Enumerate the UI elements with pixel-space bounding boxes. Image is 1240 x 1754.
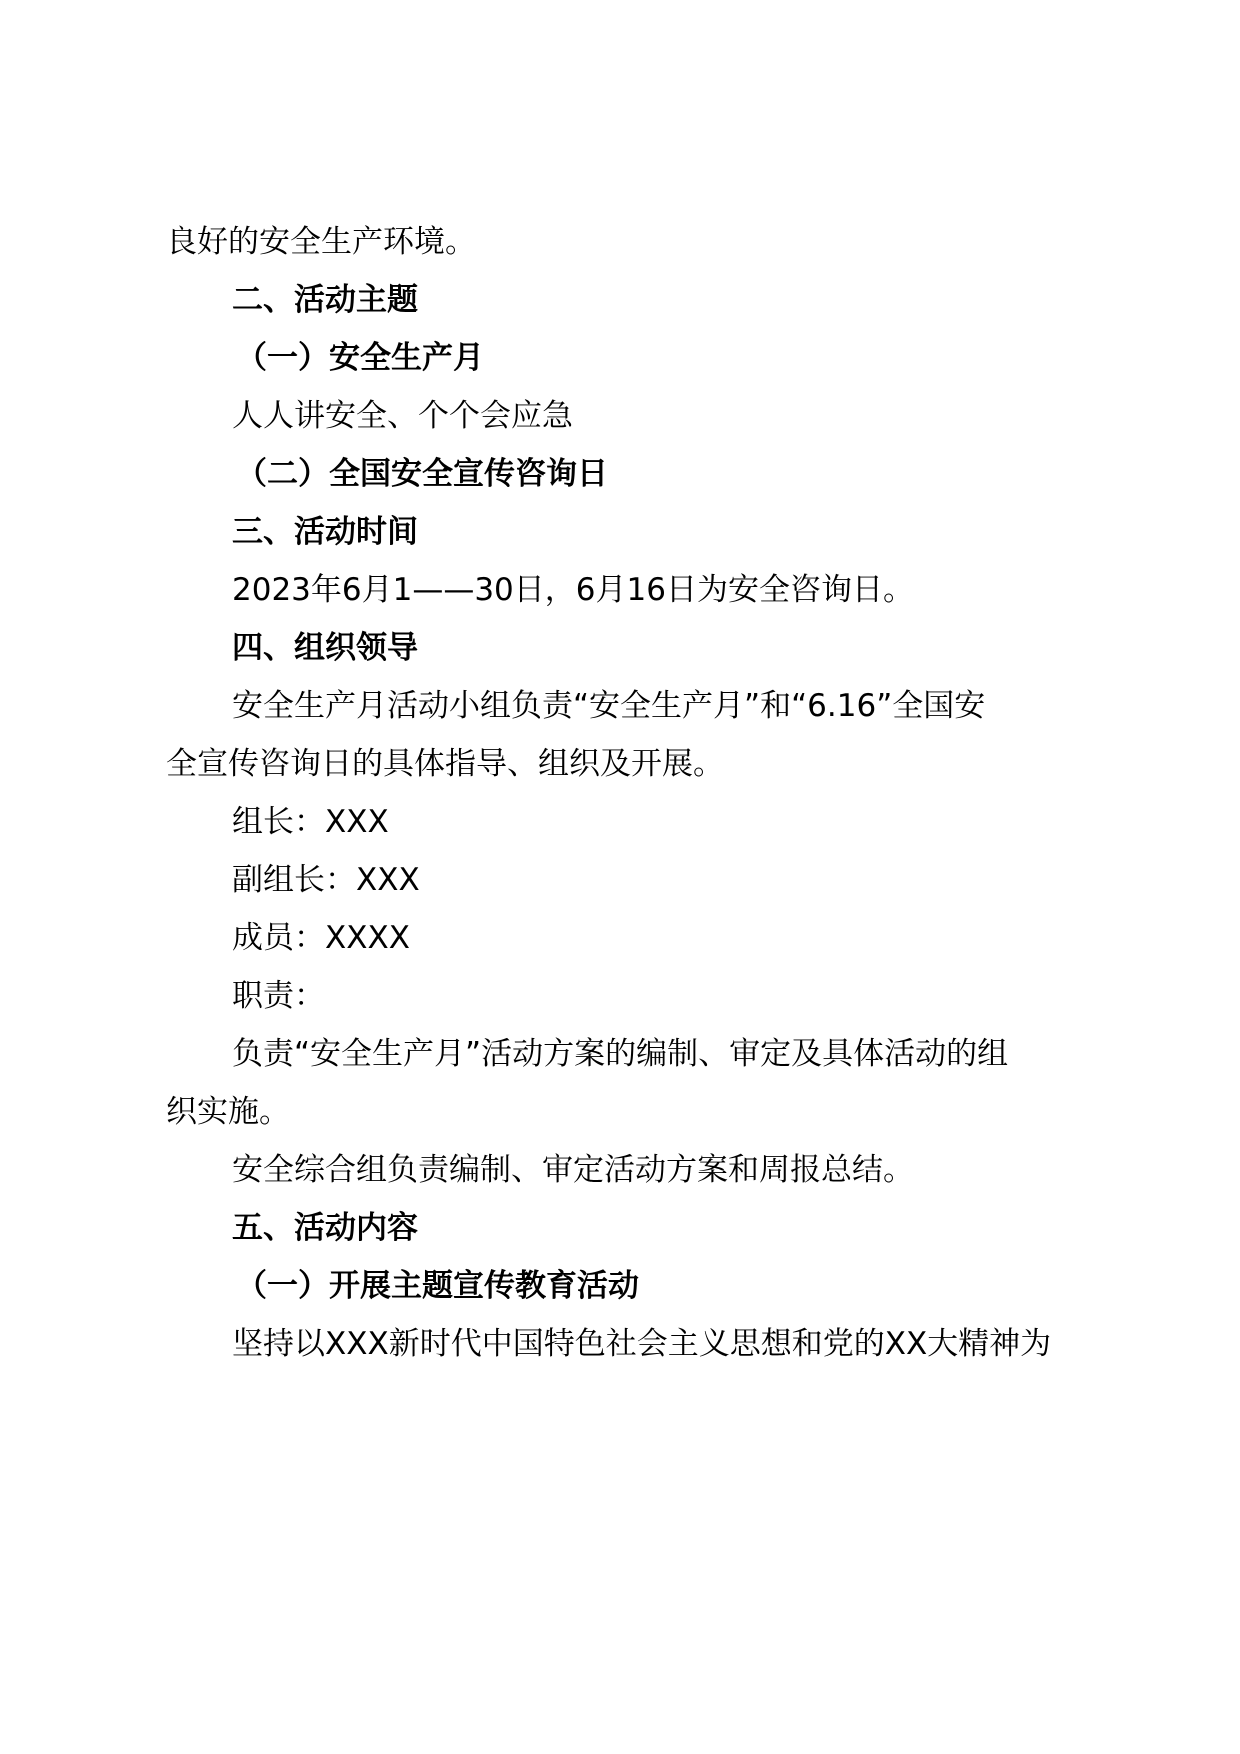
section-heading-theme: 二、活动主题 [232,282,418,318]
body-text-line: 织实施。 [166,1094,290,1130]
body-text-line: 人人讲安全、个个会应急 [232,398,573,434]
body-text-line: 全宣传咨询日的具体指导、组织及开展。 [166,746,724,782]
body-text-line: 副组长：XXX [232,862,420,898]
body-text-line: 2023年6月1——30日，6月16日为安全咨询日。 [232,572,914,608]
body-text-line: 良好的安全生产环境。 [166,224,476,260]
body-text-line: 组长：XXX [232,804,389,840]
body-text-line: 成员：XXXX [232,920,410,956]
section-heading-leadership: 四、组织领导 [232,630,418,666]
body-text-line: 安全综合组负责编制、审定活动方案和周报总结。 [232,1152,914,1188]
subsection-heading: （一）开展主题宣传教育活动 [236,1268,639,1304]
body-text-line: 负责“安全生产月”活动方案的编制、审定及具体活动的组 [232,1036,1009,1072]
subsection-heading: （二）全国安全宣传咨询日 [236,456,608,492]
body-text-line: 坚持以XXX新时代中国特色社会主义思想和党的XX大精神为 [232,1326,1052,1362]
body-text-line: 安全生产月活动小组负责“安全生产月”和“6.16”全国安 [232,688,986,724]
section-heading-time: 三、活动时间 [232,514,418,550]
subsection-heading: （一）安全生产月 [236,340,484,376]
section-heading-content: 五、活动内容 [232,1210,418,1246]
body-text-line: 职责： [232,978,325,1014]
